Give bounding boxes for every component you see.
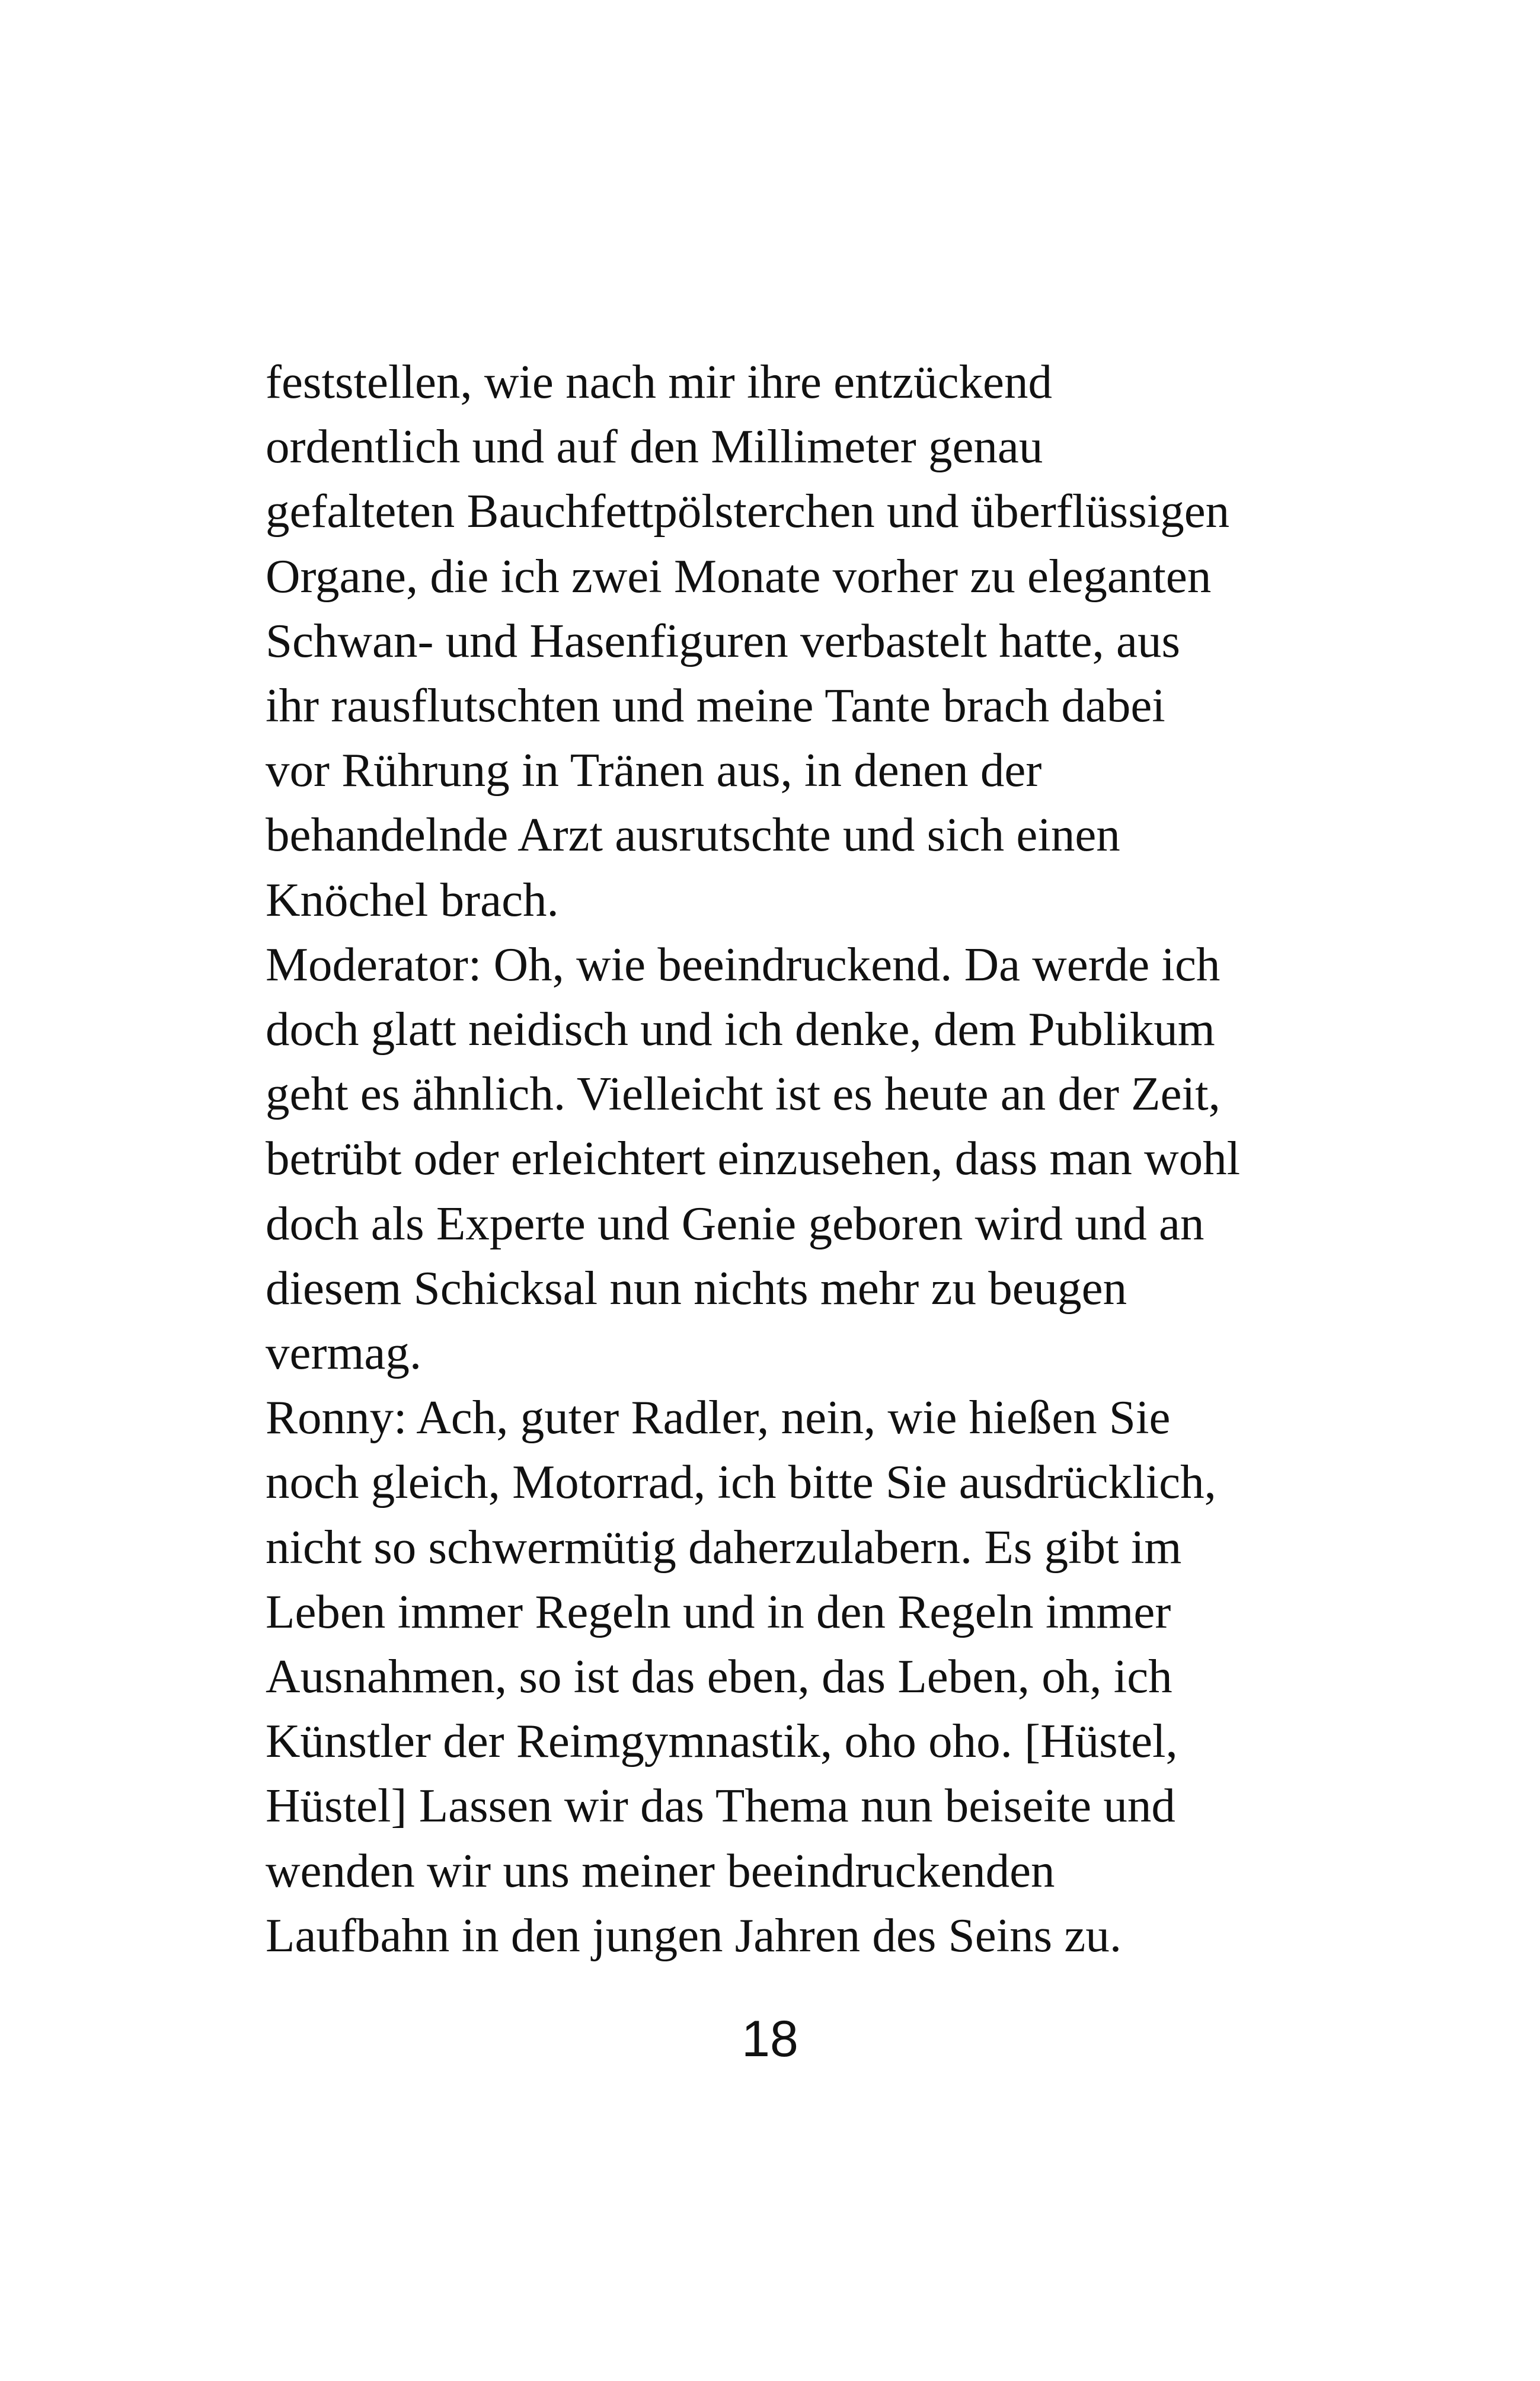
text-line: Organe, die ich zwei Monate vorher zu eleganten xyxy=(266,549,1212,603)
text-line: wenden wir uns meiner beeindruckenden xyxy=(266,1843,1055,1897)
text-line: gefalteten Bauchfettpölsterchen und überflüssigen xyxy=(266,484,1230,538)
text-line: diesem Schicksal nun nichts mehr zu beugen xyxy=(266,1261,1127,1315)
text-line: Künstler der Reimgymnastik, oho oho. [Hüstel, xyxy=(266,1714,1178,1768)
text-line: Hüstel] Lassen wir das Thema nun beiseite und xyxy=(266,1779,1175,1833)
text-line: ordentlich und auf den Millimeter genau xyxy=(266,420,1043,474)
text-line: noch gleich, Motorrad, ich bitte Sie ausdrücklich, xyxy=(266,1455,1216,1509)
text-line: behandelnde Arzt ausrutschte und sich einen xyxy=(266,808,1120,862)
text-line: Ronny: Ach, guter Radler, nein, wie hießen Sie xyxy=(266,1391,1171,1444)
text-line: nicht so schwermütig daherzulabern. Es gibt im xyxy=(266,1520,1182,1574)
text-line: doch als Experte und Genie geboren wird und an xyxy=(266,1196,1204,1250)
body-text xyxy=(266,350,1285,1968)
text-line: betrübt oder erleichtert einzusehen, dass man wohl xyxy=(266,1132,1241,1185)
text-line: Leben immer Regeln und in den Regeln immer xyxy=(266,1584,1171,1638)
text-line: vermag. xyxy=(266,1326,422,1380)
text-line: geht es ähnlich. Vielleicht ist es heute an der Zeit, xyxy=(266,1067,1221,1121)
text-line: vor Rührung in Tränen aus, in denen der xyxy=(266,743,1042,797)
text-line: feststellen, wie nach mir ihre entzückend xyxy=(266,355,1052,408)
text-line: Ausnahmen, so ist das eben, das Leben, oh, ich xyxy=(266,1650,1172,1704)
text-line: Knöchel brach. xyxy=(266,872,559,926)
page-number: 18 xyxy=(742,2011,798,2067)
text-line: Laufbahn in den jungen Jahren des Seins zu. xyxy=(266,1908,1122,1962)
text-line: doch glatt neidisch und ich denke, dem Publikum xyxy=(266,1002,1215,1056)
text-line: Moderator: Oh, wie beeindruckend. Da werde ich xyxy=(266,937,1221,991)
text-line: Schwan- und Hasenfiguren verbastelt hatte, aus xyxy=(266,613,1180,667)
text-line: ihr rausflutschten und meine Tante brach dabei xyxy=(266,679,1165,733)
